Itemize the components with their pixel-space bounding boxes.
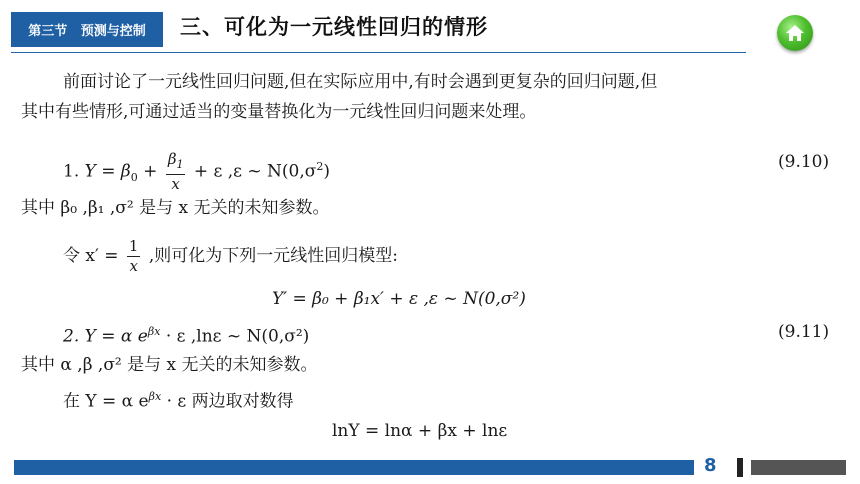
- substitution-line: [63, 237, 398, 276]
- l5-pre: 令 x′ =: [63, 246, 119, 266]
- home-button[interactable]: [777, 15, 813, 51]
- page-title: 三、可化为一元线性回归的情形: [180, 15, 488, 39]
- paragraph-line-2: 其中有些情形,可通过适当的变量替换化为一元线性回归问题来处理。: [21, 102, 537, 122]
- page-number: 8: [704, 455, 717, 476]
- l9-pre: 在 Y = α e: [63, 391, 149, 412]
- equation-3: [63, 322, 309, 347]
- equation-number-1: (9.10): [778, 152, 830, 172]
- paragraph-line-4: 其中 α ,β ,σ² 是与 x 无关的未知参数。: [21, 355, 318, 375]
- footer-marker: [737, 458, 743, 477]
- l5-frac-num: 1: [128, 237, 139, 255]
- eq1-frac-den: x: [171, 175, 180, 193]
- log-line: [63, 387, 294, 412]
- l5-post: ,则可化为下列一元线性回归模型:: [148, 246, 398, 266]
- footer-gray-bar: [751, 460, 846, 475]
- equation-4: lnY = lnα + βx + lnε: [332, 421, 508, 441]
- l9-post: · ε 两边取对数得: [166, 391, 294, 412]
- equation-1: 1. $Y = \beta_0$ + $\frac{\beta_1}{x}$ + ε ,ε ~ $N(0,\sigma^2)$: [63, 150, 330, 193]
- l5-frac-den: x: [129, 257, 138, 275]
- eq3-post: · ε ,lnε ~ N(0,σ²): [165, 326, 310, 347]
- eq3-exponent: βx: [147, 325, 161, 338]
- title-divider: [11, 52, 746, 53]
- eq1-frac-num: β: [167, 150, 177, 168]
- paragraph-line-3: 其中 β₀ ,β₁ ,σ² 是与 x 无关的未知参数。: [21, 198, 330, 218]
- eq1-label: 1.: [63, 161, 80, 182]
- section-tab: 第三节 预测与控制: [11, 12, 163, 47]
- equation-number-2: (9.11): [778, 322, 830, 342]
- footer-bar: [14, 460, 694, 475]
- eq1-post: + ε ,ε ~ N(0,σ: [193, 161, 317, 182]
- eq3-main: 2. Y = α e: [63, 326, 148, 347]
- equation-2: Y′ = β₀ + β₁x′ + ε ,ε ~ N(0,σ²): [272, 289, 526, 309]
- l5-fraction: [127, 237, 141, 276]
- paragraph-line-1: 前面讨论了一元线性回归问题,但在实际应用中,有时会遇到更复杂的回归问题,但: [63, 72, 658, 92]
- eq1-pre: Y = β: [84, 161, 131, 182]
- l9-exponent: βx: [148, 390, 162, 403]
- eq1-fraction: $\frac{\beta_1}{x}$: [167, 150, 184, 193]
- home-icon: [785, 23, 805, 43]
